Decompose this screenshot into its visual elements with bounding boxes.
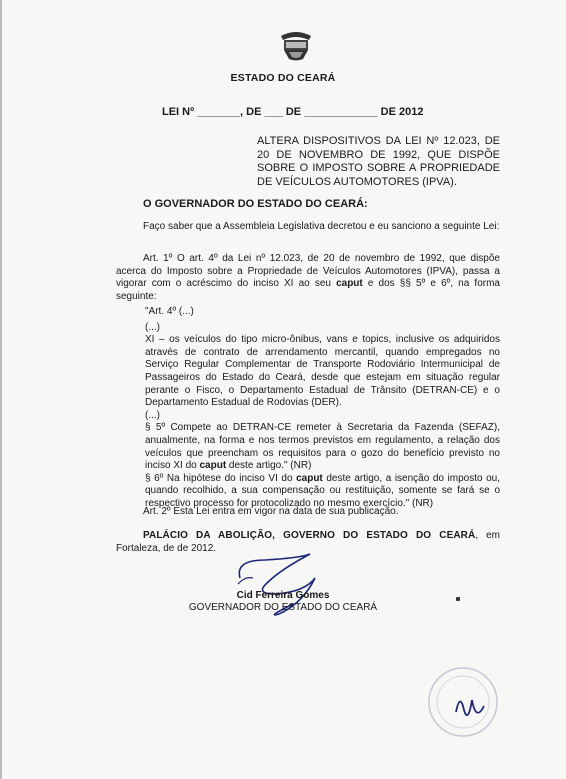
palace-name: PALÁCIO DA ABOLIÇÃO, GOVERNO DO ESTADO DO CEARÁ bbox=[143, 530, 476, 541]
state-coat-of-arms-icon bbox=[277, 28, 315, 62]
signer-name: Cid Ferreira Gomes bbox=[236, 590, 330, 601]
intro-paragraph: Faço saber que a Assembleia Legislativa decretou e eu sanciono a seguinte Lei: bbox=[143, 221, 500, 232]
signer-role: GOVERNADOR DO ESTADO DO CEARÁ bbox=[188, 602, 378, 613]
article-2: Art. 2º Esta Lei entra em vigor na data de sua publicação. bbox=[143, 506, 399, 517]
page-edge bbox=[0, 0, 2, 779]
paragraph-5-caput: caput bbox=[199, 460, 227, 472]
paragraph-5-text: § 5º Compete ao DETRAN-CE remeter à Secretaria da Fazenda (SEFAZ), anualmente, na forma e nos termos previstos em regulamento, a relação dos veículos que preencham os requisitos para o gozo do benefício previsto no inciso XI do bbox=[145, 422, 500, 472]
paragraph-6-text: § 6º Na hipótese do inciso VI do bbox=[145, 472, 297, 484]
governor-heading: O GOVERNADOR DO ESTADO DO CEARÁ: bbox=[143, 198, 368, 210]
law-title: LEI Nº _______, DE ___ DE ____________ DE 2012 bbox=[162, 106, 424, 118]
inciso-xi: XI – os veículos do tipo micro-ônibus, vans e topics, inclusive os adquiridos através de contrato de arrendamento mercantil, quando empregados no Serviço Regular Complementar de Transporte Rodoviário Intermunicipal de Passageiros do Estado do Ceará, desde que estejam em situação regular perante o Fisco, o Departamento Estadual de Trânsito (DETRAN-CE) e o Departamento Estadual de Rodovias (DER). bbox=[145, 334, 500, 409]
paragraph-6 bbox=[145, 473, 500, 511]
article-1-tail: e dos §§ 5º e 6º, na forma seguinte: bbox=[116, 278, 500, 302]
signer-block bbox=[0, 590, 566, 614]
ink-mark bbox=[456, 597, 460, 601]
state-name: ESTADO DO CEARÁ bbox=[230, 72, 336, 84]
paragraph-5-tail: deste artigo." (NR) bbox=[226, 460, 312, 472]
palace-date: , em Fortaleza, de de 2012. bbox=[116, 530, 500, 554]
ellipsis-line: (...) bbox=[145, 409, 160, 421]
ellipsis-line: (...) bbox=[145, 321, 160, 333]
law-summary: ALTERA DISPOSITIVOS DA LEI Nº 12.023, DE 20 DE NOVEMBRO DE 1992, QUE DISPÕE SOBRE O IMPOSTO SOBRE A PROPRIEDADE DE VEÍCULOS AUTOMOTORES (IPVA). bbox=[257, 135, 500, 188]
protocol-stamp-icon bbox=[418, 662, 508, 742]
paragraph-5 bbox=[145, 422, 500, 472]
article-1 bbox=[116, 253, 500, 303]
paragraph-6-tail: deste artigo, a isenção do imposto ou, quando recolhido, a sua compensação ou restituição, somente se fará se o respectivo processo for protocolizado no mesmo exercício." (NR) bbox=[145, 472, 500, 509]
amended-text-quote bbox=[145, 306, 500, 511]
article-1-caput: caput bbox=[336, 278, 363, 290]
paragraph-6-caput: caput bbox=[296, 472, 323, 484]
art-4-line: "Art. 4º (...) bbox=[145, 306, 194, 317]
article-1-text: Art. 1º O art. 4º da Lei nº 12.023, de 20 de novembro de 1992, que dispõe acerca do Imposto sobre a Propriedade de Veículos Automotores (IPVA), passa a vigorar com o acréscimo do inciso XI ao seu bbox=[116, 253, 500, 290]
